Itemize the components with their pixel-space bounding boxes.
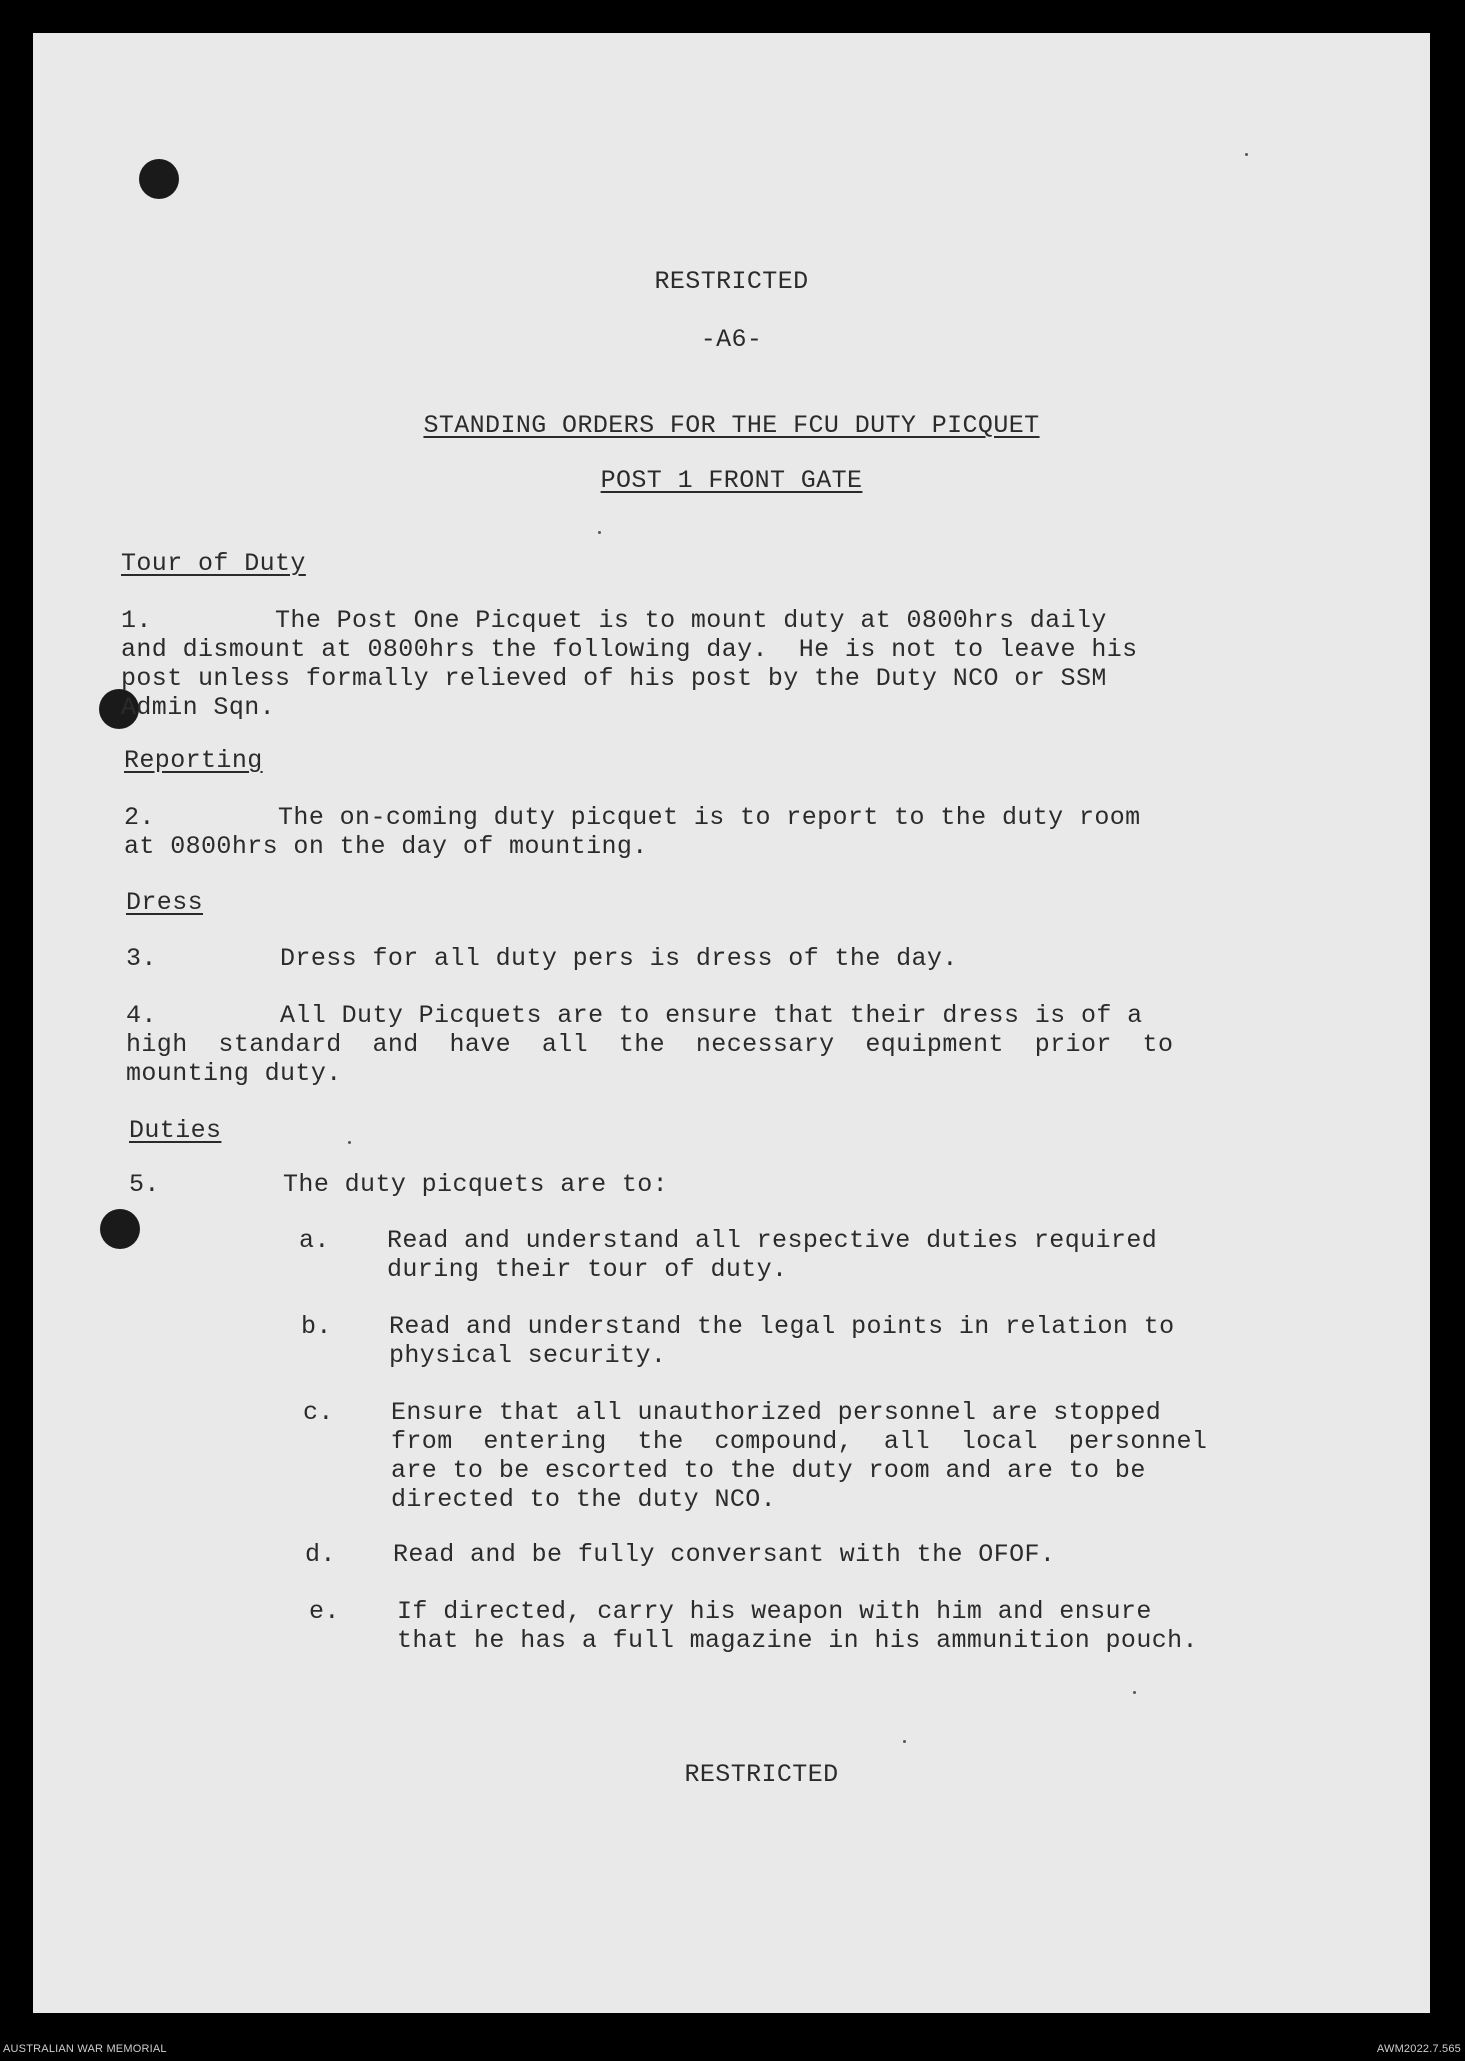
paragraph-line: mounting duty. — [126, 1059, 342, 1088]
classification-top: RESTRICTED — [654, 267, 809, 296]
duty-item-line: from entering the compound, all local personnel — [391, 1427, 1208, 1456]
duty-item-line: Read and understand the legal points in relation to — [389, 1312, 1175, 1341]
duty-item-letter: b. — [301, 1312, 332, 1341]
speck — [1245, 153, 1248, 156]
paragraph-line: 5. The duty picquets are to: — [129, 1170, 669, 1199]
document-subtitle: POST 1 FRONT GATE — [600, 466, 863, 495]
speck — [348, 1141, 351, 1144]
classification-bottom: RESTRICTED — [684, 1760, 839, 1789]
footer-institution: AUSTRALIAN WAR MEMORIAL — [3, 2043, 167, 2055]
footer-catalogue-number: AWM2022.7.565 — [1376, 2043, 1461, 2055]
duty-item-line: If directed, carry his weapon with him and ensure — [397, 1597, 1152, 1626]
duty-item-line: Read and understand all respective duties required — [387, 1226, 1158, 1255]
duty-item-line: during their tour of duty. — [387, 1255, 788, 1284]
document-page — [33, 33, 1430, 2013]
duty-item-line: are to be escorted to the duty room and are to be — [391, 1456, 1146, 1485]
heading-dress: Dress — [126, 888, 204, 917]
paragraph-line: and dismount at 0800hrs the following day. He is not to leave his — [121, 635, 1138, 664]
heading-tour-of-duty: Tour of Duty — [121, 549, 306, 578]
paragraph-line: 4. All Duty Picquets are to ensure that their dress is of a — [126, 1001, 1143, 1030]
duty-item-letter: a. — [299, 1226, 330, 1255]
duty-item-line: physical security. — [389, 1341, 667, 1370]
document-title: STANDING ORDERS FOR THE FCU DUTY PICQUET — [423, 411, 1040, 440]
paragraph-line: post unless formally relieved of his post by the Duty NCO or SSM — [121, 664, 1107, 693]
duty-item-letter: c. — [303, 1398, 334, 1427]
speck — [903, 1740, 906, 1743]
duty-item-line: that he has a full magazine in his ammunition pouch. — [397, 1626, 1198, 1655]
duty-item-line: Read and be fully conversant with the OFOF. — [393, 1540, 1056, 1569]
paragraph-line: 2. The on-coming duty picquet is to report to the duty room — [124, 803, 1141, 832]
duty-item-line: Ensure that all unauthorized personnel are stopped — [391, 1398, 1162, 1427]
duty-item-letter: d. — [305, 1540, 336, 1569]
paragraph-line: at 0800hrs on the day of mounting. — [124, 832, 648, 861]
paragraph-line: Admin Sqn. — [121, 693, 276, 722]
punch-hole-lower — [100, 1209, 140, 1249]
punch-hole-top — [139, 159, 179, 199]
duty-item-line: directed to the duty NCO. — [391, 1485, 777, 1514]
speck — [1133, 1691, 1136, 1694]
heading-duties: Duties — [129, 1116, 222, 1145]
duty-item-letter: e. — [309, 1597, 340, 1626]
page-number: -A6- — [700, 325, 763, 354]
speck — [598, 531, 601, 534]
paragraph-line: 3. Dress for all duty pers is dress of the day. — [126, 944, 958, 973]
heading-reporting: Reporting — [124, 746, 263, 775]
paragraph-line: high standard and have all the necessary equipment prior to — [126, 1030, 1174, 1059]
paragraph-line: 1. The Post One Picquet is to mount duty at 0800hrs daily — [121, 606, 1107, 635]
